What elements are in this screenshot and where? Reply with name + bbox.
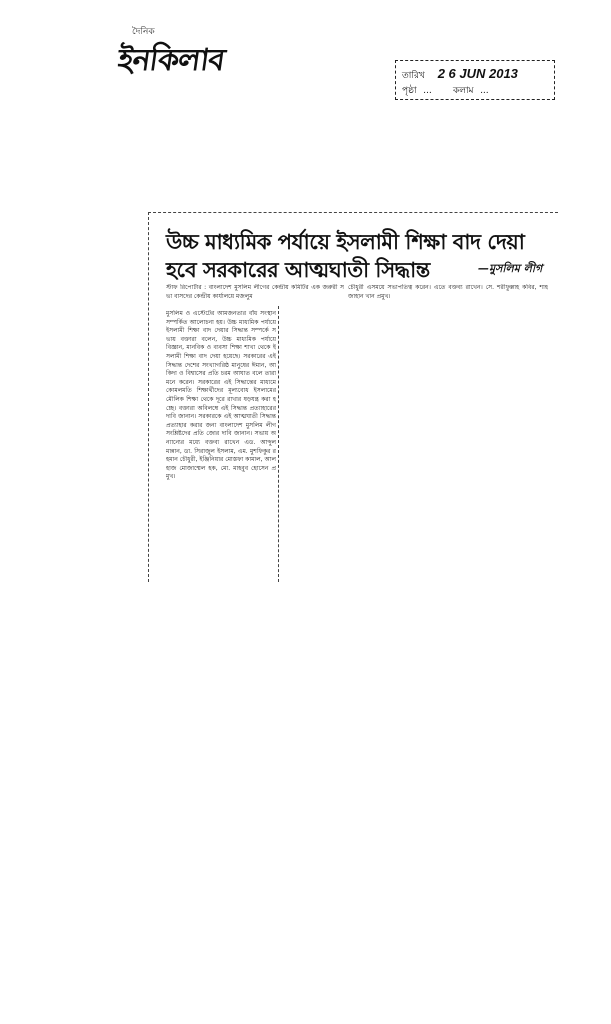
stamp-column-value: ... bbox=[480, 86, 490, 96]
masthead-small-label: দৈনিক bbox=[132, 27, 155, 37]
article-headline-line1: উচ্চ মাধ্যমিক পর্যায়ে ইসলামী শিক্ষা বাদ দেয়া bbox=[166, 229, 525, 254]
article-lead-text: স্টাফ রিপোর্টার : বাংলাদেশ মুসলিম লীগের কেন্দ্রীয় কমিটির এক জরুরী সভা বাসদের কেন্দ্রীয় কার্যালয়ে মজলুম bbox=[166, 284, 344, 300]
article-lead-text-right: চৌধুরী এসময়ে সভাপতিত্ব করেন। এতে বক্তব্য রাখেন। সে. শরীফুল্লাহ কবির, শাহজাহান খান প্রমুখ। bbox=[348, 284, 548, 300]
clipping-left-edge bbox=[148, 212, 150, 582]
date-stamp bbox=[395, 60, 555, 100]
clipping-column-divider bbox=[278, 306, 280, 582]
stamp-page-row bbox=[402, 83, 489, 98]
stamp-page-label: পৃষ্ঠা bbox=[402, 86, 417, 96]
stamp-page-value: ... bbox=[423, 86, 433, 96]
article-byline: —মুসলিম লীগ bbox=[478, 262, 543, 275]
stamp-date-row bbox=[402, 66, 518, 83]
newspaper-clipping bbox=[148, 212, 558, 582]
clipping-top-edge bbox=[148, 212, 558, 214]
stamp-date-label: তারিখ bbox=[402, 71, 425, 81]
newspaper-masthead: ইনকিলাব bbox=[115, 43, 227, 78]
article-body-text: মুসলিম ও এস্টেটের আমজনতার বাঁধ সংস্থান সম্পর্কিত আলোচনা হয়। উচ্চ মাধ্যমিক পর্যায়ে ইসলামী শিক্ষা বাদ দেয়ার সিদ্ধান্ত সম্পর্কে সভায় বক্তারা বলেন, উচ্চ মাধ্যমিক পর্যায়ে বিজ্ঞান, মানবিক ও ব্যবসা শিক্ষা শাখা থেকে ইসলামী শিক্ষা বাদ দেয়া হয়েছে। সরকারের এই সিদ্ধান্ত দেশের সংখ্যাগরিষ্ঠ মানুষের ঈমান, আকিদা ও বিশ্বাসের প্রতি চরম আঘাত বলে তারা মনে করেন। সরকারের এই সিদ্ধান্তের মাধ্যমে কোমলমতি শিক্ষার্থীদের মূল্যবোধ ইসলামের মৌলিক শিক্ষা থেকে দূরে রাখার ষড়যন্ত্র করা হচ্ছে। বক্তারা অবিলম্বে এই সিদ্ধান্ত প্রত্যাহারের দাবি জানান। সরকারকে এই আত্মঘাতী সিদ্ধান্ত প্রত্যাহার করার জন্য বাংলাদেশ মুসলিম লীগ সংশ্লিষ্টদের প্রতি জোর দাবি জানান। সভায় অন্যান্যের মধ্যে বক্তব্য রাখেন এড. আব্দুল মান্নান, ডা. সিরাজুল ইসলাম, এম. মুশফিকুর রহমান চৌধুরী, ইঞ্জিনিয়ার মোস্তফা কামাল, আলহাজ মোজাম্মেল হক, মো. মাহবুব হোসেন প্রমুখ। bbox=[166, 310, 276, 481]
article-headline-line2: হবে সরকারের আত্মঘাতী সিদ্ধান্ত bbox=[166, 257, 430, 282]
stamp-column-label: কলাম bbox=[452, 86, 474, 96]
stamp-date-value: 2 6 JUN 2013 bbox=[437, 66, 518, 81]
